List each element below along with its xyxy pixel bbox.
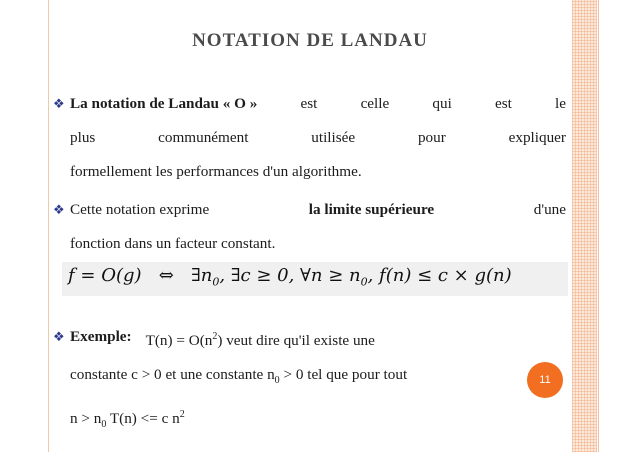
bullet1-word: qui [432, 95, 452, 112]
bullet1-word: plus [70, 129, 96, 146]
equivalence-arrow: ⇔ [158, 265, 174, 286]
bullet3-line1-text [146, 320, 566, 358]
bullet3-line1 [52, 320, 566, 358]
superscript: 2 [179, 409, 185, 421]
bullet3-line3 [52, 398, 566, 442]
bullet3-text: T(n) <= c n [106, 410, 180, 428]
bullet1-bold-phrase: La notation de Landau « O » [70, 95, 258, 112]
bullet2-text-before: Cette notation exprime [70, 201, 210, 218]
bullet1-word: communément [158, 129, 249, 146]
bullet1-word: est [300, 95, 318, 112]
page-number-badge: 11 [527, 362, 563, 398]
bullet2-line1 [52, 193, 566, 227]
bullet3-text: n > n [70, 410, 102, 428]
formula-rhs-part3: , f(n) ≤ c × g(n) [367, 265, 512, 286]
bullet1-line3: formellement les performances d'un algorithme. [70, 163, 362, 180]
subscript: 0 [274, 375, 280, 387]
bullet1-word: expliquer [508, 129, 566, 146]
right-divider [598, 0, 599, 452]
bullet3-line2 [52, 358, 566, 398]
bullet1-line1 [52, 87, 566, 121]
landau-formula [68, 265, 512, 289]
bullet3-text: T(n) = O(n [145, 332, 213, 350]
bullet2-bold-phrase: la limite supérieure [308, 201, 435, 218]
paragraph-example [52, 320, 566, 442]
subscript: 0 [101, 419, 107, 431]
bullet2-text-after: d'une [533, 201, 566, 218]
bullet1-word: utilisée [311, 129, 356, 146]
formula-rhs-part1: ∃n [190, 265, 213, 286]
bullet1-word: celle [360, 95, 390, 112]
bullet1-word: le [555, 95, 566, 112]
slide-title: NOTATION DE LANDAU [192, 30, 428, 51]
bullet1-word: pour [417, 129, 446, 146]
superscript: 2 [212, 331, 218, 342]
formula-lhs: f = O(g) [68, 265, 142, 286]
paragraph-landau-definition [52, 87, 566, 189]
paragraph-upper-bound [52, 193, 566, 261]
example-label: Exemple: [70, 328, 132, 345]
diamond-bullet-icon: ❖ [53, 96, 65, 111]
bullet3-text: > 0 tel que pour tout [279, 366, 408, 384]
bullet3-text: ) veut dire qu'il existe une [217, 332, 375, 350]
left-divider [48, 0, 49, 452]
diamond-bullet-icon: ❖ [53, 329, 65, 344]
bullet2-line2: fonction dans un facteur constant. [70, 235, 276, 252]
bullet1-line2 [52, 121, 566, 155]
formula-subscript: 0 [360, 275, 368, 289]
formula-subscript: 0 [212, 275, 220, 289]
formula-rhs-part2: , ∃c ≥ 0, ∀n ≥ n [219, 265, 361, 286]
diamond-bullet-icon: ❖ [53, 202, 65, 217]
bullet1-word: est [494, 95, 512, 112]
right-decorative-band [572, 0, 597, 452]
bullet3-text: constante c > 0 et une constante n [70, 366, 275, 384]
